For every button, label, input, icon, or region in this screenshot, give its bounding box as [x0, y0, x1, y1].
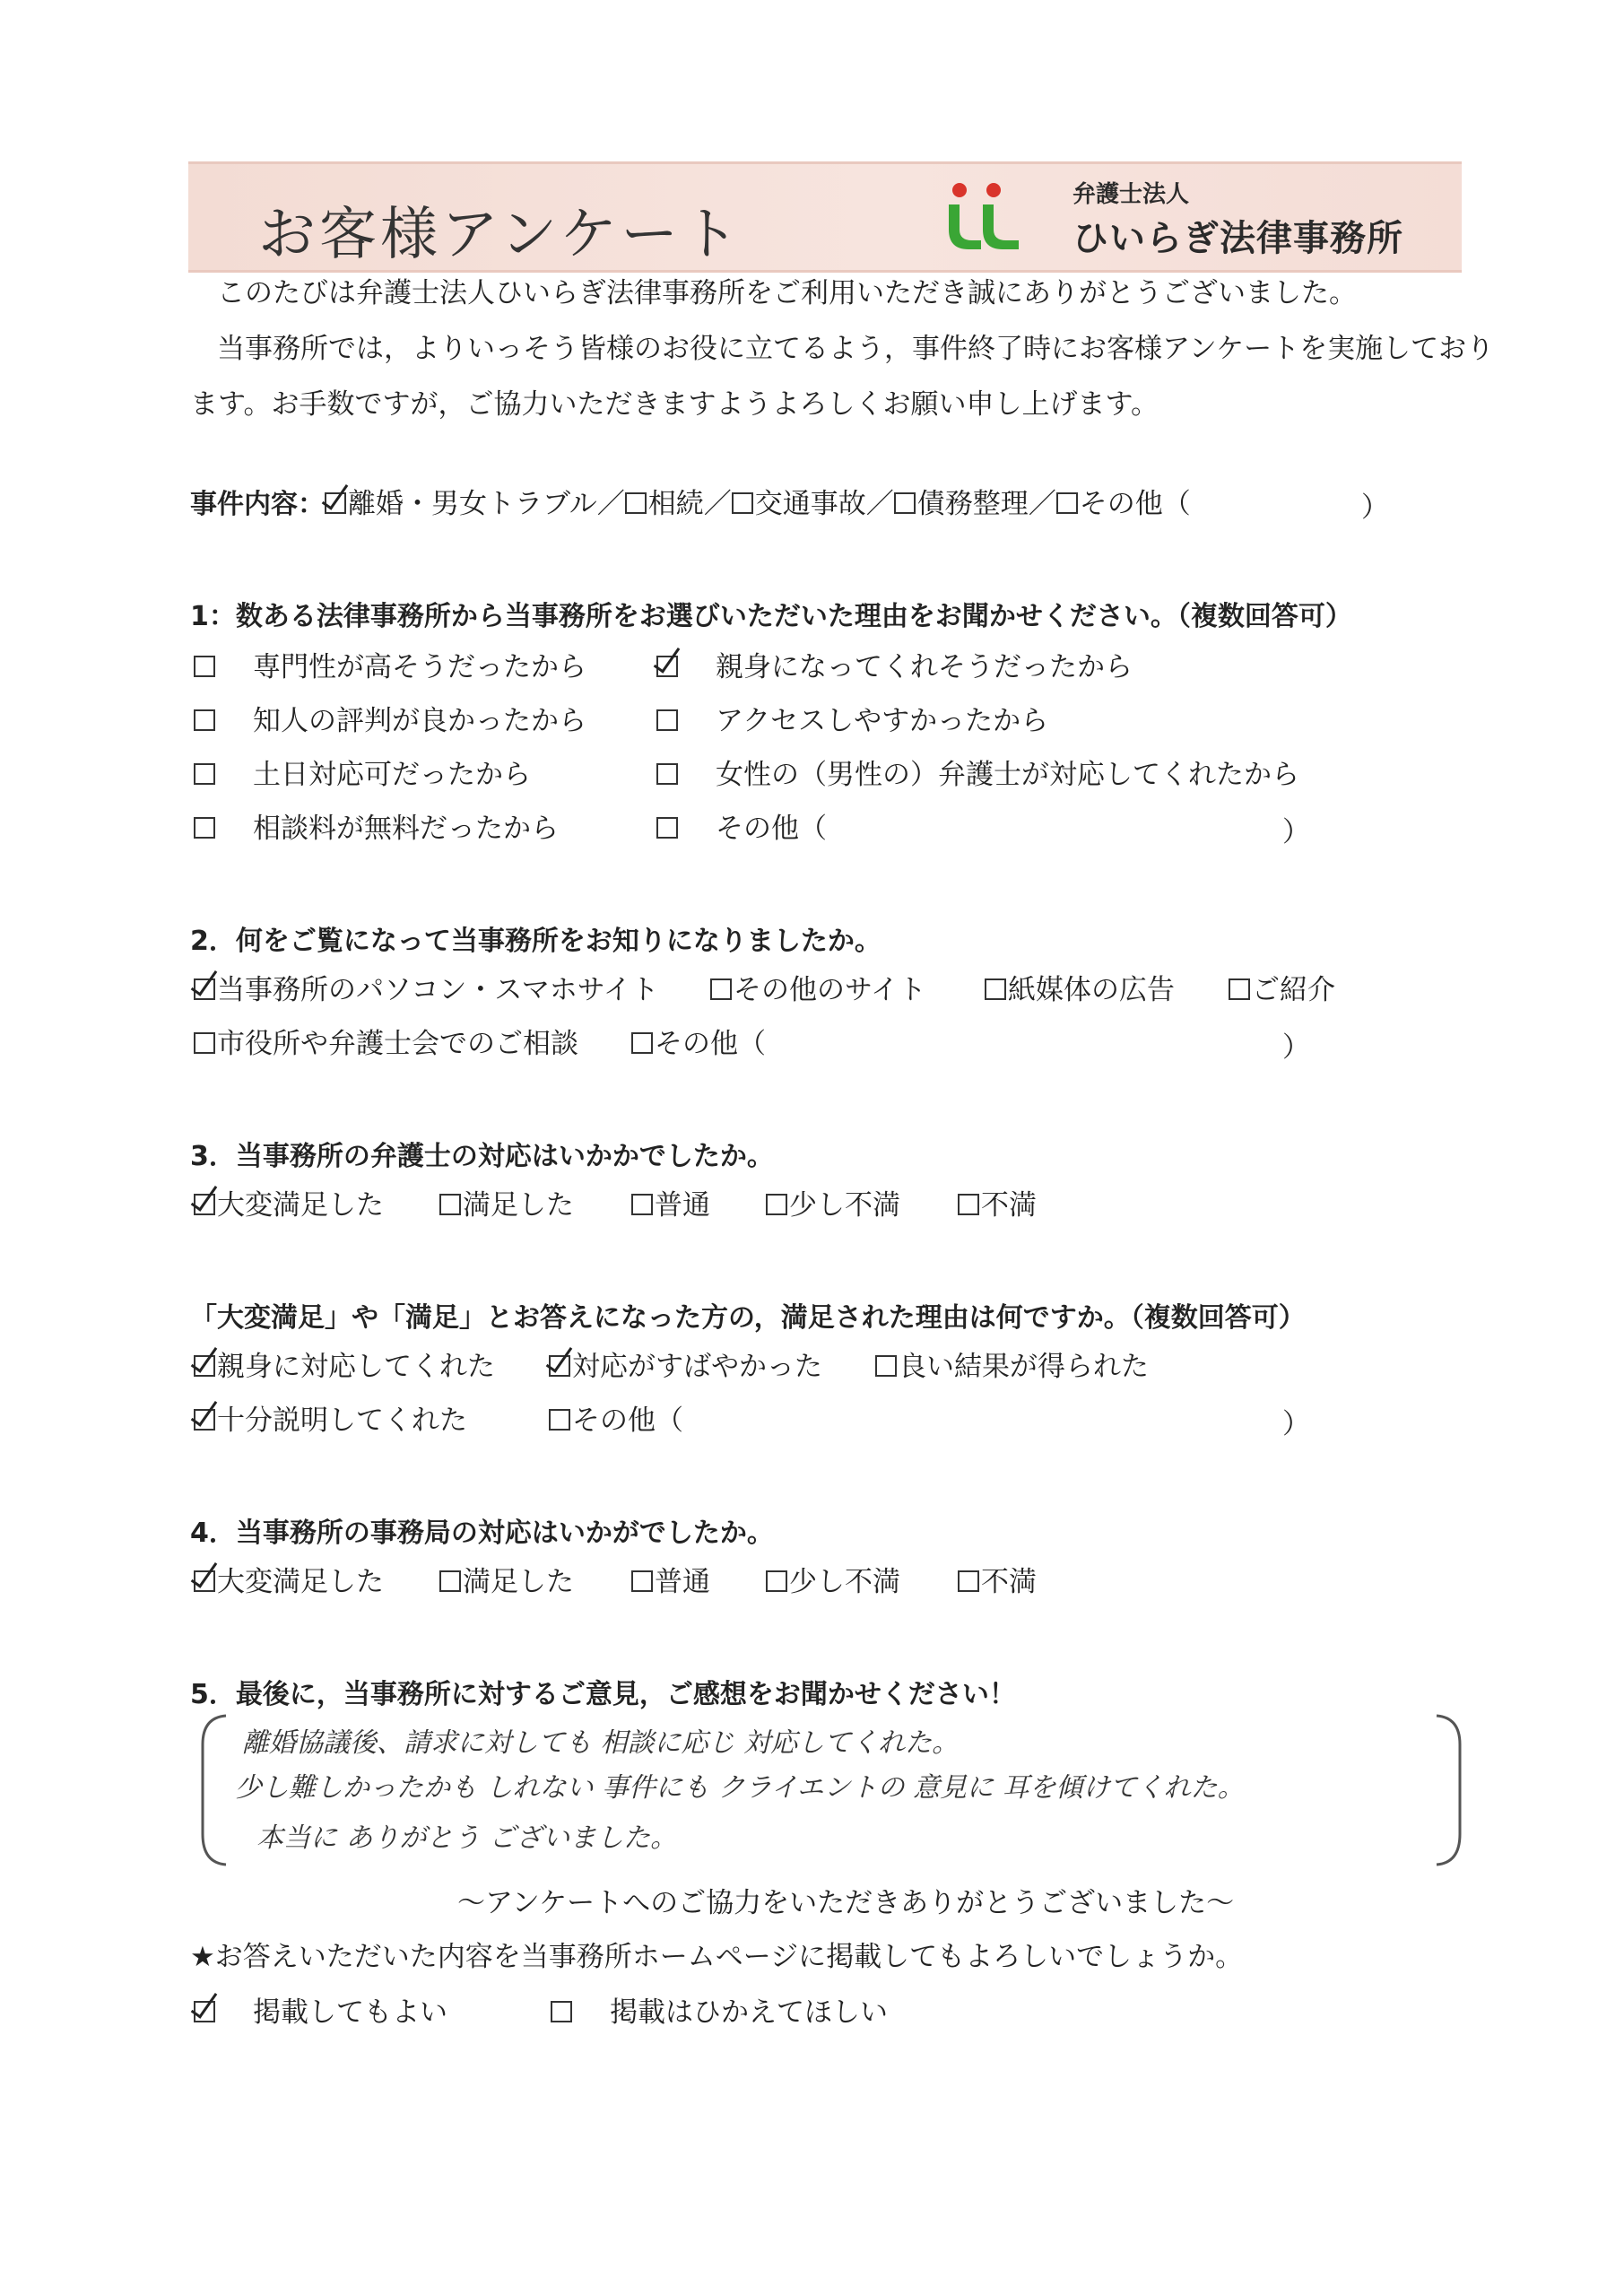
q3b-option[interactable]	[194, 1347, 495, 1387]
publish-option-yes[interactable]	[194, 1993, 447, 2032]
checkbox[interactable]	[194, 1409, 215, 1431]
checkbox-debt[interactable]	[894, 492, 916, 514]
checkbox[interactable]	[875, 1355, 897, 1377]
checkbox[interactable]	[656, 656, 678, 677]
case-other-close: ）	[1361, 491, 1389, 524]
q2-option[interactable]	[631, 1024, 766, 1064]
case-option-label: 債務整理／	[916, 488, 1056, 520]
q1-option[interactable]	[194, 755, 531, 795]
q1-heading: 1：数ある法律事務所から当事務所をお選びいただいた理由をお聞かせください。（複数回答可）	[190, 601, 1352, 632]
q2-option[interactable]	[194, 1024, 578, 1064]
checkbox[interactable]	[194, 709, 215, 731]
q1-option-label: アクセスしやすかったから	[716, 705, 1049, 737]
checkbox[interactable]	[194, 1032, 215, 1054]
checkbox[interactable]	[194, 1570, 215, 1592]
q3b-option[interactable]	[549, 1347, 822, 1387]
q2-option-label: その他のサイト	[734, 974, 926, 1006]
publish-option-label: 掲載してもよい	[253, 1996, 447, 2029]
checkbox-divorce[interactable]	[325, 492, 346, 514]
checkbox[interactable]	[656, 763, 678, 785]
q3b-option[interactable]	[549, 1401, 683, 1440]
checkbox[interactable]	[958, 1570, 979, 1592]
q2-option[interactable]	[1229, 970, 1335, 1010]
q1-option[interactable]	[656, 755, 1299, 795]
q2-option-label: 紙媒体の広告	[1008, 974, 1175, 1006]
q4-option[interactable]	[439, 1562, 574, 1602]
q4-option-label: 大変満足した	[217, 1566, 384, 1598]
case-option-label: 相続／	[647, 488, 732, 520]
publish-question: ★お答えいただいた内容を当事務所ホームページに掲載してもよろしいでしょうか。	[190, 1941, 1244, 1973]
q2-option-label: 当事務所のパソコン・スマホサイト	[217, 974, 659, 1006]
q4-option-label: 普通	[655, 1566, 710, 1598]
case-option-label: その他（	[1079, 488, 1191, 520]
q3b-option[interactable]	[875, 1347, 1149, 1387]
checkbox[interactable]	[194, 763, 215, 785]
case-type-label: 事件内容：	[190, 489, 325, 520]
checkbox[interactable]	[1229, 978, 1250, 1000]
checkbox[interactable]	[194, 656, 215, 677]
q2-heading: 2．何をご覧になって当事務所をお知りになりましたか。	[190, 926, 881, 957]
q1-option-label: 女性の（男性の）弁護士が対応してくれたから	[716, 759, 1299, 791]
q3-option[interactable]	[958, 1186, 1037, 1225]
q1-option[interactable]	[194, 648, 586, 687]
intro-line-2: 当事務所では，よりいっそう皆様のお役に立てるよう，事件終了時にお客様アンケートを実施しており	[217, 333, 1495, 365]
q2-option-label: ご紹介	[1252, 974, 1335, 1006]
q1-other-close: ）	[1282, 816, 1310, 848]
firm-logo-icon	[942, 178, 1022, 253]
checkbox[interactable]	[194, 1355, 215, 1377]
q3-option-label: 大変満足した	[217, 1189, 384, 1222]
q3b-option-label: 対応がすばやかった	[572, 1351, 822, 1383]
q4-option[interactable]	[631, 1562, 710, 1602]
q1-option[interactable]	[194, 809, 559, 848]
q2-option-label: 市役所や弁護士会でのご相談	[217, 1028, 578, 1060]
firm-name: ひいらぎ法律事務所	[1073, 218, 1403, 259]
q3-option-label: 少し不満	[789, 1189, 900, 1222]
q3b-heading: 「大変満足」や「満足」とお答えになった方の，満足された理由は何ですか。（複数回答可）	[190, 1302, 1306, 1334]
q3b-option-label: 良い結果が得られた	[899, 1351, 1149, 1383]
q2-option[interactable]	[985, 970, 1175, 1010]
thanks-text: ～アンケートへのご協力をいただきありがとうございました～	[457, 1887, 1235, 1919]
q4-option-label: 満足した	[463, 1566, 574, 1598]
q3-heading: 3．当事務所の弁護士の対応はいかかでしたか。	[190, 1141, 774, 1172]
q3-option-label: 満足した	[463, 1189, 574, 1222]
q3b-other-close: ）	[1282, 1408, 1310, 1440]
checkbox[interactable]	[194, 2001, 215, 2022]
checkbox[interactable]	[985, 978, 1006, 1000]
checkbox[interactable]	[631, 1032, 653, 1054]
q4-option[interactable]	[766, 1562, 900, 1602]
q2-option[interactable]	[710, 970, 926, 1010]
publish-option-label: 掲載はひかえてほしい	[610, 1996, 888, 2029]
q3b-option-label: その他（	[572, 1405, 683, 1437]
q3-option[interactable]	[439, 1186, 574, 1225]
checkbox[interactable]	[631, 1194, 653, 1215]
intro-line-1: このたびは弁護士法人ひいらぎ法律事務所をご利用いただき誠にありがとうございました。	[217, 277, 1357, 309]
q1-option[interactable]	[194, 701, 586, 741]
q2-option-label: その他（	[655, 1028, 766, 1060]
page-title: お客様アンケート	[258, 202, 743, 268]
q3b-option-label: 十分説明してくれた	[217, 1405, 467, 1437]
checkbox[interactable]	[194, 1194, 215, 1215]
checkbox[interactable]	[551, 2001, 572, 2022]
case-option-label: 交通事故／	[754, 488, 894, 520]
q2-option[interactable]	[194, 970, 659, 1010]
checkbox-case-other[interactable]	[1056, 492, 1078, 514]
checkbox[interactable]	[656, 817, 678, 839]
q3-option-label: 普通	[655, 1189, 710, 1222]
q1-option-label: 専門性が高そうだったから	[253, 651, 586, 683]
checkbox[interactable]	[439, 1570, 461, 1592]
q1-option[interactable]	[656, 648, 1133, 687]
q4-option-label: 少し不満	[789, 1566, 900, 1598]
checkbox[interactable]	[549, 1355, 570, 1377]
q5-answer-line: 本当に ありがとう ございました。	[256, 1822, 678, 1854]
checkbox[interactable]	[710, 978, 732, 1000]
checkbox[interactable]	[766, 1570, 787, 1592]
q3-option[interactable]	[766, 1186, 900, 1225]
q3-option[interactable]	[631, 1186, 710, 1225]
q5-answer-line: 少し難しかったかも しれない 事件にも クライエントの 意見に 耳を傾けてくれた。	[235, 1772, 1245, 1804]
q1-option-label: 土日対応可だったから	[253, 759, 531, 791]
checkbox-inheritance[interactable]	[625, 492, 647, 514]
q4-option[interactable]	[194, 1562, 384, 1602]
checkbox[interactable]	[656, 709, 678, 731]
q3b-option-label: 親身に対応してくれた	[217, 1351, 495, 1383]
q3b-option[interactable]	[194, 1401, 467, 1440]
checkbox[interactable]	[439, 1194, 461, 1215]
q1-option[interactable]	[656, 809, 827, 848]
q2-other-close: ）	[1282, 1031, 1310, 1064]
firm-type: 弁護士法人	[1073, 181, 1190, 208]
q5-answer-line: 離婚協議後、請求に対しても 相談に応じ 対応してくれた。	[242, 1727, 960, 1759]
q3-option[interactable]	[194, 1186, 384, 1225]
q1-option-label: 相談料が無料だったから	[253, 813, 559, 845]
q1-option-label: 親身になってくれそうだったから	[716, 651, 1133, 683]
q1-option-label: その他（	[716, 813, 827, 845]
case-type-row	[190, 484, 1191, 525]
q4-option-label: 不満	[981, 1566, 1037, 1598]
intro-line-3: ます。お手数ですが，ご協力いただきますようよろしくお願い申し上げます。	[190, 388, 1159, 421]
checkbox[interactable]	[194, 817, 215, 839]
checkbox[interactable]	[766, 1194, 787, 1215]
checkbox[interactable]	[549, 1409, 570, 1431]
q4-option[interactable]	[958, 1562, 1037, 1602]
case-option-label: 離婚・男女トラブル／	[348, 488, 625, 520]
q3-option-label: 不満	[981, 1189, 1037, 1222]
checkbox[interactable]	[631, 1570, 653, 1592]
q4-heading: 4．当事務所の事務局の対応はいかがでしたか。	[190, 1518, 774, 1549]
q1-option-label: 知人の評判が良かったから	[253, 705, 586, 737]
checkbox[interactable]	[194, 978, 215, 1000]
q1-option[interactable]	[656, 701, 1048, 741]
publish-option-no[interactable]	[551, 1993, 888, 2032]
q5-heading: 5．最後に，当事務所に対するご意見，ご感想をお聞かせください！	[190, 1679, 1016, 1710]
checkbox-traffic-accident[interactable]	[732, 492, 753, 514]
checkbox[interactable]	[958, 1194, 979, 1215]
